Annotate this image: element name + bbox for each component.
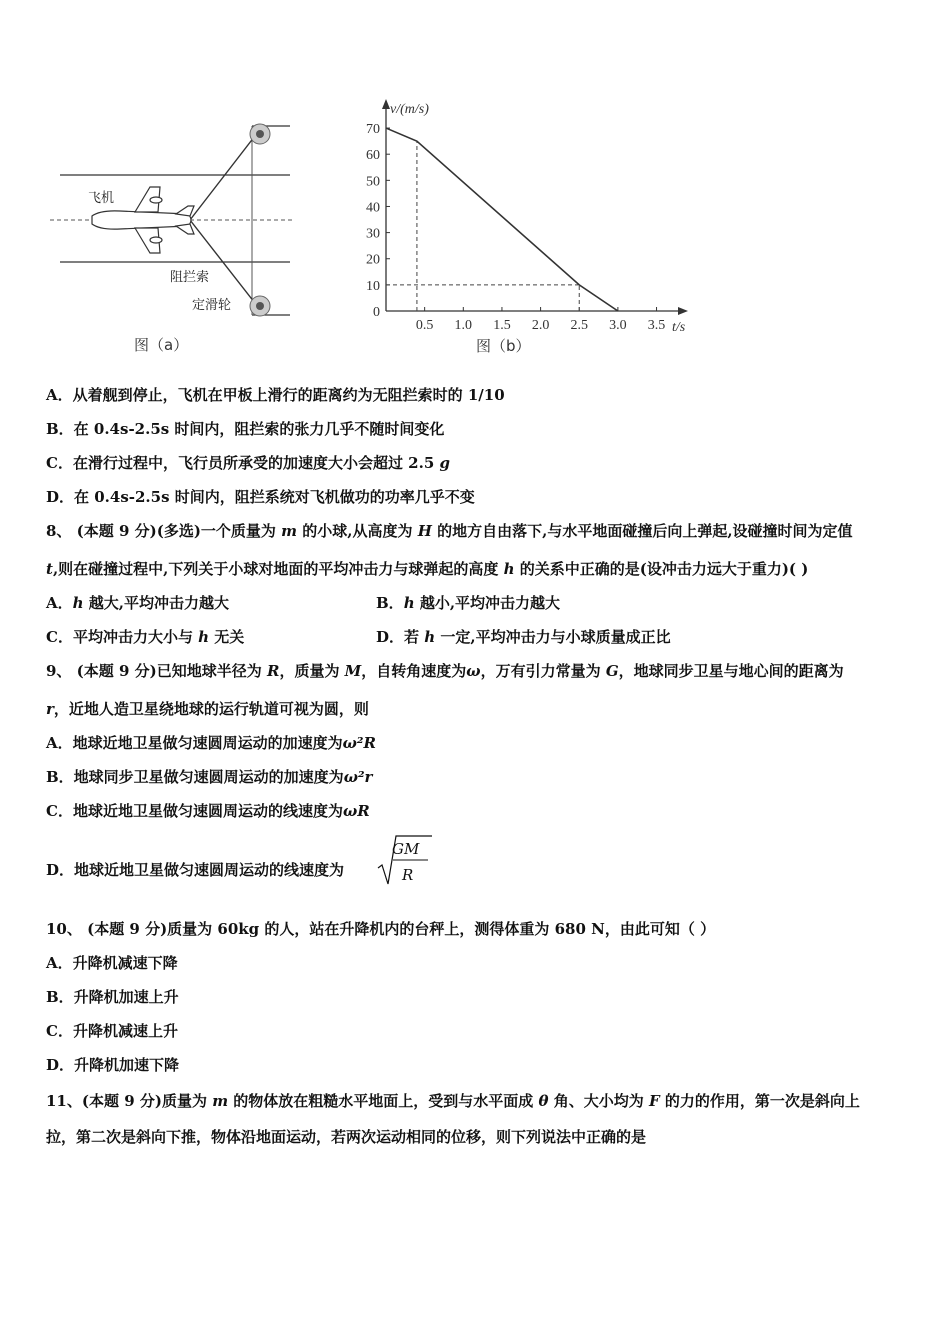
q8-b-pre: B． xyxy=(376,594,404,612)
x-tick-label: 3.0 xyxy=(609,318,627,333)
y-tick-label: 30 xyxy=(366,226,380,242)
q8-b-h: h xyxy=(403,594,415,612)
velocity-series-line xyxy=(386,128,618,311)
q7-option-a: A．从着舰到停止，飞机在甲板上滑行的距离约为无阻拦索时的 1/10 xyxy=(46,386,505,404)
x-axis-label: t/s xyxy=(672,320,686,335)
x-axis-arrow-icon xyxy=(678,307,688,315)
q9-l1d: ，万有引力常量为 xyxy=(480,662,606,680)
arresting-cable-lower xyxy=(190,220,258,307)
y-axis-arrow-icon xyxy=(382,99,390,109)
q9-M: M xyxy=(344,662,362,680)
q8-H: H xyxy=(417,522,432,540)
q8-option-c xyxy=(46,627,244,647)
q9-d-numerator: GM xyxy=(392,840,420,858)
q9-option-d xyxy=(46,860,344,880)
y-tick-label: 50 xyxy=(366,174,380,190)
figure-a xyxy=(40,110,310,360)
q8-a-post: 越大,平均冲击力越大 xyxy=(83,594,229,612)
q10-option-a: A．升降机减速下降 xyxy=(46,954,178,972)
q8-c-post: 无关 xyxy=(209,628,245,646)
q7-option-c-g: g xyxy=(439,454,450,472)
q11-l1d: 的力的作用，第一次是斜向上 xyxy=(659,1092,860,1110)
q8-stem-line1 xyxy=(46,521,853,541)
y-tick-label: 10 xyxy=(366,278,380,294)
q9-d-denominator: R xyxy=(402,866,414,884)
q10-option-c: C．升降机减速上升 xyxy=(46,1022,178,1040)
q11-theta: θ xyxy=(538,1092,549,1110)
q8-option-d xyxy=(376,627,671,647)
q9-stem-line2 xyxy=(46,699,369,719)
q8-d-post: 一定,平均冲击力与小球质量成正比 xyxy=(435,628,671,646)
q9-stem-line1 xyxy=(46,661,844,681)
q11-m: m xyxy=(212,1092,229,1110)
q9-R: R xyxy=(266,662,280,680)
q8-b-post: 越小,平均冲击力越大 xyxy=(414,594,561,612)
x-tick-label: 1.0 xyxy=(454,318,473,333)
q8-l1b: 的小球,从高度为 xyxy=(297,522,418,540)
q8-a-pre: A． xyxy=(46,594,73,612)
q8-a-h: h xyxy=(72,594,84,612)
q9-l1e: ，地球同步卫星与地心间的距离为 xyxy=(618,662,844,680)
q10-option-b: B．升降机加速上升 xyxy=(46,988,179,1006)
q9-b-expr: ω²r xyxy=(343,768,373,786)
q9-option-b xyxy=(46,767,372,787)
caption-a: 图（a） xyxy=(134,336,189,354)
q8-option-a xyxy=(46,593,229,613)
q8-t: t xyxy=(46,560,53,578)
q9-option-c xyxy=(46,801,370,821)
q9-d-text: D．地球近地卫星做匀速圆周运动的线速度为 xyxy=(46,861,345,879)
q9-G: G xyxy=(605,662,619,680)
q9-l1a: 9、 (本题 9 分)已知地球半径为 xyxy=(46,662,267,680)
q8-c-h: h xyxy=(198,628,210,646)
q7-option-c-text: C．在滑行过程中，飞行员所承受的加速度大小会超过 2.5 xyxy=(46,454,440,472)
label-cable: 阻拦索 xyxy=(170,270,210,285)
q8-c-pre: C．平均冲击力大小与 xyxy=(46,628,199,646)
q11-stem-line2: 拉，第二次是斜向下推，物体沿地面运动，若两次运动相同的位移，则下列说法中正确的是 xyxy=(46,1128,647,1146)
q11-l1a: 11、(本题 9 分)质量为 xyxy=(46,1092,213,1110)
q9-c-text: C．地球近地卫星做匀速圆周运动的线速度为 xyxy=(46,802,343,820)
q9-b-text: B．地球同步卫星做匀速圆周运动的加速度为 xyxy=(46,768,344,786)
q11-l1b: 的物体放在粗糙水平地面上，受到与水平面成 xyxy=(228,1092,539,1110)
q9-r: r xyxy=(46,700,54,718)
figure-b-chart xyxy=(350,95,700,360)
q7-option-c xyxy=(46,453,450,473)
q9-l1c: ，自转角速度为 xyxy=(361,662,467,680)
y-tick-label: 0 xyxy=(373,305,380,320)
q8-stem-line2 xyxy=(46,559,808,579)
q7-option-b: B．在 0.4s-2.5s 时间内，阻拦索的张力几乎不随时间变化 xyxy=(46,420,445,438)
pulley-top-icon xyxy=(250,124,270,144)
q9-l2: ，近地人造卫星绕地球的运行轨道可视为圆，则 xyxy=(53,700,369,718)
label-pulley: 定滑轮 xyxy=(192,298,232,313)
y-axis-label: v/(m/s) xyxy=(390,102,429,117)
x-tick-label: 0.5 xyxy=(415,318,434,333)
label-plane: 飞机 xyxy=(88,191,115,206)
q8-option-b xyxy=(376,593,560,613)
q8-l1c: 的地方自由落下,与水平地面碰撞后向上弹起,设碰撞时间为定值 xyxy=(431,522,853,540)
pulley-bottom-icon xyxy=(250,296,270,316)
x-tick-label: 2.5 xyxy=(570,318,588,333)
caption-b: 图（b） xyxy=(476,337,531,355)
y-tick-label: 40 xyxy=(366,200,380,216)
q8-h: h xyxy=(503,560,515,578)
q7-option-d: D．在 0.4s-2.5s 时间内，阻拦系统对飞机做功的功率几乎不变 xyxy=(46,488,475,506)
q9-omega: ω xyxy=(466,662,481,680)
x-tick-label: 2.0 xyxy=(531,318,550,333)
q11-l1c: 角、大小均为 xyxy=(548,1092,649,1110)
q10-stem: 10、 (本题 9 分)质量为 60kg 的人，站在升降机内的台秤上，测得体重为 680 N，由此可知（ ） xyxy=(46,920,716,938)
q11-F: F xyxy=(648,1092,660,1110)
x-tick-label: 3.5 xyxy=(647,318,666,333)
q9-a-text: A．地球近地卫星做匀速圆周运动的加速度为 xyxy=(46,734,343,752)
x-tick-label: 1.5 xyxy=(493,318,511,333)
y-tick-label: 60 xyxy=(366,148,380,164)
y-tick-label: 70 xyxy=(366,122,380,138)
q9-a-expr: ω²R xyxy=(342,734,376,752)
q8-d-pre: D．若 xyxy=(376,628,425,646)
arresting-cable-upper xyxy=(190,132,258,220)
q9-c-expr: ωR xyxy=(342,802,370,820)
q9-option-a xyxy=(46,733,376,753)
q8-m: m xyxy=(281,522,298,540)
y-tick-label: 20 xyxy=(366,252,380,268)
q8-d-h: h xyxy=(424,628,436,646)
q11-stem-line1 xyxy=(46,1091,860,1111)
q8-l2a: ,则在碰撞过程中,下列关于小球对地面的平均冲击力与球弹起的高度 xyxy=(52,560,504,578)
q8-l2b: 的关系中正确的是(设冲击力远大于重力)( ) xyxy=(514,560,809,578)
q8-l1a: 8、 (本题 9 分)(多选)一个质量为 xyxy=(46,522,282,540)
q10-option-d: D．升降机加速下降 xyxy=(46,1056,180,1074)
q9-l1b: ，质量为 xyxy=(279,662,345,680)
